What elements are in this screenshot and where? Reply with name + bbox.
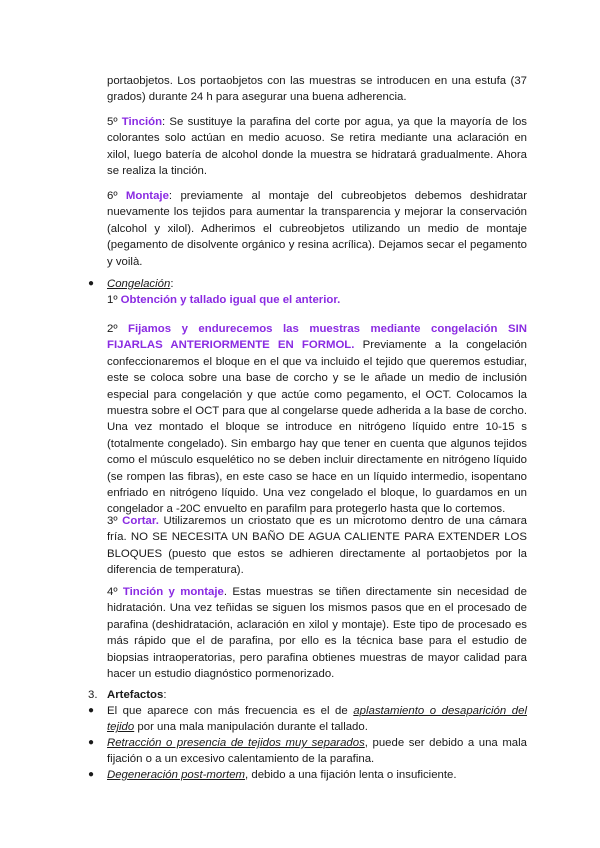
artefactos-title: Artefactos [107, 689, 164, 701]
congelacion-step1-number: 1º [107, 294, 118, 306]
artefactos-number: 3. [88, 689, 98, 701]
step5-text: : Se sustituye la parafina del corte por agua, ya que la mayoría de los colorantes solo actúan en medio acuoso. Se retira mediante una aclaración en xilol, luego batería de alcohol donde la muestra se hidratará gradualmente. Ahora se realiza la tinción. [107, 116, 527, 178]
congelacion-step2-text: Previamente a la congelación confeccionaremos el bloque en el que va incluido el tejido que queremos estudiar, este se coloca sobre una base de corcho y se le añade un medio de inclusión especial para congelación y que actúe como pegamento, el OCT. Colocamos la muestra sobre el OCT para que al congelarse quede adherida a la base de corcho. Una vez montado el bloque se introduce en nitrógeno líquido entre 10-15 s (totalmente congelado). Sin embargo hay que tener en cuenta que algunos tejidos como el músculo esquelético no se deben incluir directamente en nitrógeno líquido (se rompen las fibras), en este caso se hace en un líquido intermedio, isopentano enfriado en nitrógeno líquido. Una vez congelado el bloque, lo guardamos en un congelador a -20C envuelto en parafilm para protegerlo hasta que lo cortemos. [107, 339, 528, 516]
step6-paragraph [107, 188, 527, 270]
artefactos-item1-post: por una mala manipulación durante el tallado. [134, 721, 368, 734]
congelacion-heading [107, 276, 537, 292]
step5-number: 5º [107, 116, 118, 128]
congelacion-step4-title: Tinción y montaje [122, 586, 224, 598]
step6-text: : previamente al montaje del cubreobjetos debemos deshidratar nuevamente los tejidos para aumentar la transparencia y mejorar la conservación (alcohol y xilol). Adherimos el cubreobjetos utilizando un medio de montaje (pegamento de disolvente orgánico y resina acrílica). Dejamos secar el pegamento y voilà. [107, 190, 527, 268]
congelacion-step1 [107, 292, 537, 308]
congelacion-step3-paragraph [107, 513, 527, 579]
step5-title: Tinción [121, 116, 163, 128]
congelacion-step3-number: 3º [107, 515, 118, 527]
congelacion-step4-paragraph [107, 584, 527, 682]
intro-paragraph [107, 73, 527, 106]
artefactos-item1-term: aplastamiento o desaparición del tejido [107, 705, 527, 734]
artefactos-item3 [107, 767, 527, 783]
congelacion-label: Congelación [107, 278, 171, 290]
step6-number: 6º [107, 190, 118, 202]
congelacion-colon: : [170, 278, 174, 290]
congelacion-step2-paragraph [107, 321, 527, 518]
artefactos-item2 [107, 735, 527, 768]
congelacion-bullet: ● [88, 278, 95, 289]
artefactos-item3-bullet: ● [88, 769, 95, 780]
step5-paragraph [107, 114, 527, 180]
artefactos-item3-term: Degeneración post-mortem [107, 769, 246, 781]
congelacion-step1-title: Obtención y tallado igual que el anterior. [120, 294, 341, 306]
congelacion-step2-title: Fijamos y endurecemos las muestras mediante congelación SIN FIJARLAS ANTERIORMENTE EN FORMOL. [107, 323, 527, 352]
congelacion-step4-text: . Estas muestras se tiñen directamente sin necesidad de hidratación. Una vez teñidas se siguen los mismos pasos que en el procesado de parafina (deshidratación, aclaración en xilol y montaje). Este tipo de procesado es más rápido que el de parafina, por ello es la técnica base para el estudio de biopsias intraoperatorias, pero parafina obtienes muestras de mayor calidad para hacer un estudio diagnóstico pormenorizado. [107, 586, 527, 681]
congelacion-step3-title: Cortar. [122, 515, 159, 527]
congelacion-step2-number: 2º [107, 323, 118, 335]
artefactos-item1 [107, 703, 527, 736]
artefactos-item2-term: Retracción o presencia de tejidos muy separados [107, 737, 365, 749]
artefactos-item2-post: , puede ser debido a una mala fijación o a un excesivo calentamiento de la parafina. [107, 737, 528, 766]
artefactos-heading [107, 687, 537, 703]
artefactos-item1-pre: El que aparece con más frecuencia es el de [107, 705, 354, 717]
step6-title: Montaje [125, 190, 169, 202]
artefactos-item3-post: , debido a una fijación lenta o insuficiente. [245, 769, 457, 781]
artefactos-item2-bullet: ● [88, 737, 95, 748]
artefactos-item1-bullet: ● [88, 705, 95, 716]
intro-text: portaobjetos. Los portaobjetos con las muestras se introducen en una estufa (37 grados) durante 24 h para asegurar una buena adherencia. [107, 75, 527, 104]
congelacion-step3-text: Utilizaremos un criostato que es un microtomo dentro de una cámara fría. NO SE NECESITA UN BAÑO DE AGUA CALIENTE PARA EXTENDER LOS BLOQUES (puesto que estos se adhieren directamente al portaobjetos por la diferencia de temperatura). [107, 515, 528, 577]
artefactos-colon: : [163, 689, 167, 701]
congelacion-step4-number: 4º [107, 586, 118, 598]
